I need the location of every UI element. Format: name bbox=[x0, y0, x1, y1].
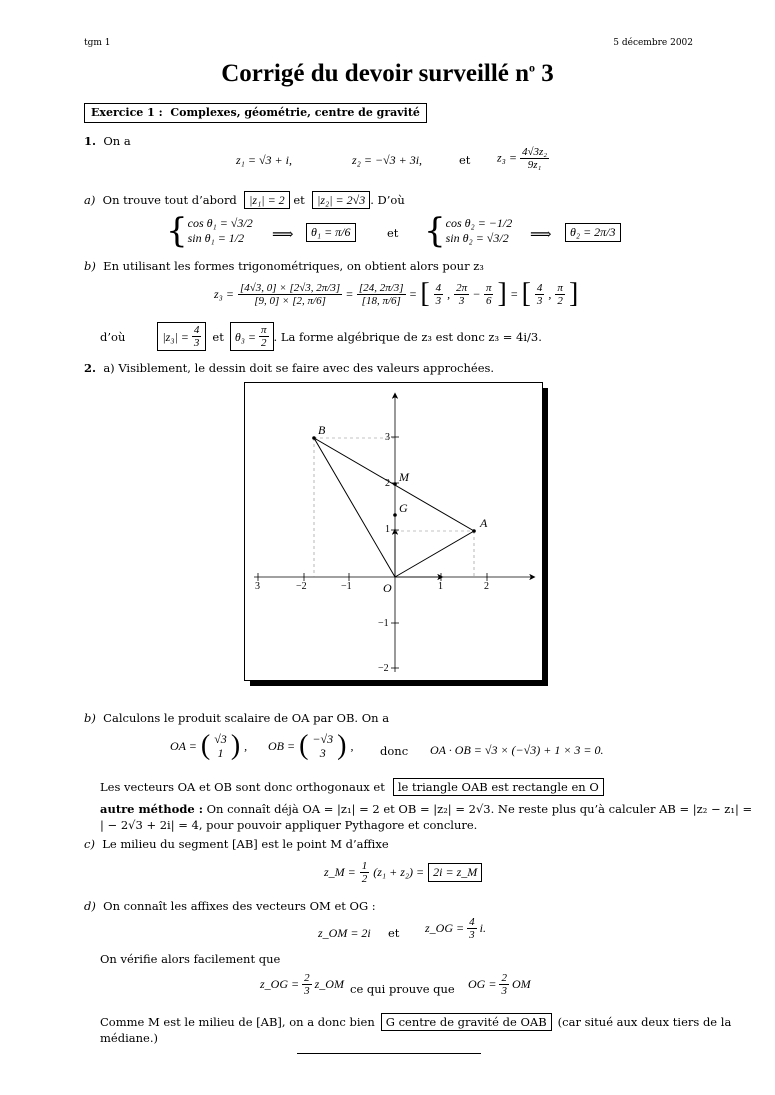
label-B: B bbox=[318, 423, 326, 437]
q2c-line: c) Le milieu du segment [AB] est le point M d’affixe bbox=[84, 837, 389, 851]
end-rule bbox=[297, 1053, 481, 1054]
x-tick-label: 2 bbox=[484, 581, 489, 592]
geometry-figure bbox=[244, 382, 550, 688]
y-tick-label: −2 bbox=[378, 663, 389, 674]
y-tick-label: 1 bbox=[385, 524, 390, 535]
dot-product: OA · OB = √3 × (−√3) + 1 × 3 = 0. bbox=[430, 743, 604, 757]
q2b-line: b) Calculons le produit scalaire de OA par OB. On a bbox=[84, 711, 390, 725]
d-et: et bbox=[388, 926, 400, 940]
final-line-2: médiane.) bbox=[100, 1031, 158, 1045]
label-A: A bbox=[480, 516, 488, 530]
q2-a-line: 2. a) Visiblement, le dessin doit se faire avec des valeurs approchées. bbox=[84, 361, 495, 375]
z3-computation: z₃ = $\frac{[4√3, 0] \times [2√3, 2\pi/3]}{[9, 0] \times [2, \pi/6]}$ = $\frac{[24, 2\pi/3]}{[18, \pi/6]}$ = [ $\frac{4}{3}$ , $\frac{2\pi}{3}$ − $\frac{\pi}{6}$ ] = [ $\frac{4}{3}$ , $\frac{\pi}{2}$ ] bbox=[214, 278, 579, 309]
verif-line: On vérifie alors facilement que bbox=[100, 952, 281, 966]
orthogonal-line: Les vecteurs OA et OB sont donc orthogonaux et le triangle OAB est rectangle en O bbox=[100, 778, 604, 796]
OG-relation: OG = $\frac{2}{3}$ OM bbox=[468, 972, 531, 997]
label-M: M bbox=[399, 470, 409, 484]
q2d-line: d) On connaît les affixes des vecteurs OM et OG : bbox=[84, 899, 376, 913]
x-tick-label: −2 bbox=[296, 581, 307, 592]
zOG-def: z_OG = $\frac{4}{3}$ i. bbox=[425, 916, 486, 941]
q1-et: et bbox=[459, 153, 471, 167]
q1-number: 1. On a bbox=[84, 134, 131, 148]
point-G bbox=[393, 513, 397, 517]
x-tick-label: −1 bbox=[341, 581, 352, 592]
final-line: Comme M est le milieu de [AB], on a donc bien G centre de gravité de OAB (car situé aux deux tiers de la bbox=[100, 1015, 732, 1029]
z2-def: z₂ = −√3 + 3i, bbox=[352, 153, 423, 167]
zOM-def: z_OM = 2i bbox=[318, 926, 371, 940]
label-O: O bbox=[383, 581, 392, 595]
theta2-result: θ₂ = 2π/3 bbox=[565, 223, 621, 242]
label-G: G bbox=[399, 501, 408, 515]
system-et: et bbox=[387, 226, 399, 240]
system-theta2: { cos θ₂ = −1/2 sin θ₂ = √3/2 bbox=[424, 211, 513, 251]
vector-OA: OA = ( √3 1 ) , bbox=[170, 730, 248, 761]
autre-methode-l1: autre méthode : On connaît déjà OA = |z₁| = 2 et OB = |z₂| = 2√3. Ne reste plus qu’à calculer AB = |z₂ − z₁| = bbox=[100, 802, 753, 816]
x-tick-label: 1 bbox=[438, 581, 443, 592]
q1b-line: b) En utilisant les formes trigonométriques, on obtient alors pour z₃ bbox=[84, 259, 484, 273]
zOG-relation: z_OG = $\frac{2}{3}$ z_OM bbox=[260, 972, 344, 997]
header-left: tgm 1 bbox=[84, 38, 111, 48]
exercise-heading: Exercice 1 : Complexes, géométrie, centre de gravité bbox=[84, 103, 427, 123]
q1a-line: a) On trouve tout d’abord |z₁| = 2 et |z₂| = 2√3 . D’où bbox=[84, 193, 405, 207]
header-date: 5 décembre 2002 bbox=[613, 38, 693, 48]
point-M bbox=[393, 482, 397, 486]
z3-def: z₃ = $\frac{\text{4√3z₂}}{\text{9z₁}}$ bbox=[497, 146, 548, 171]
y-tick-label: 2 bbox=[385, 478, 390, 489]
point-B bbox=[312, 436, 316, 440]
page-title: Corrigé du devoir surveillé $n^o$ 3 bbox=[221, 60, 554, 87]
y-tick-label: −1 bbox=[378, 618, 389, 629]
zM-computation: z_M = $\frac{1}{2}$ (z₁ + z₂) = 2i = z_M bbox=[324, 860, 482, 885]
vector-OB: OB = ( −√3 3 ) , bbox=[268, 730, 354, 761]
autre-methode-l2: | − 2√3 + 2i| = 4, pour pouvoir appliquer Pythagore et conclure. bbox=[100, 818, 478, 832]
system-theta1: { cos θ₁ = √3/2 sin θ₁ = 1/2 bbox=[166, 211, 253, 251]
implies-arrow-2: ⟹ bbox=[530, 227, 552, 243]
y-tick-label: 3 bbox=[385, 432, 390, 443]
figure-frame bbox=[245, 383, 543, 681]
theta1-result: θ₁ = π/6 bbox=[306, 223, 356, 242]
z1-def: z₁ = √3 + i, bbox=[236, 153, 292, 167]
prouve-label: ce qui prouve que bbox=[350, 982, 455, 996]
point-A bbox=[472, 529, 476, 533]
donc-label: donc bbox=[380, 744, 409, 758]
z3-result-line: d’où |z₃| = $\frac{4}{3}$ et θ₃ = $\frac{\pi}{2}$ . La forme algébrique de z₃ est donc z₃ = 4i/3. bbox=[100, 324, 542, 349]
x-tick-label: 3 bbox=[255, 581, 260, 592]
implies-arrow: ⟹ bbox=[272, 227, 294, 243]
